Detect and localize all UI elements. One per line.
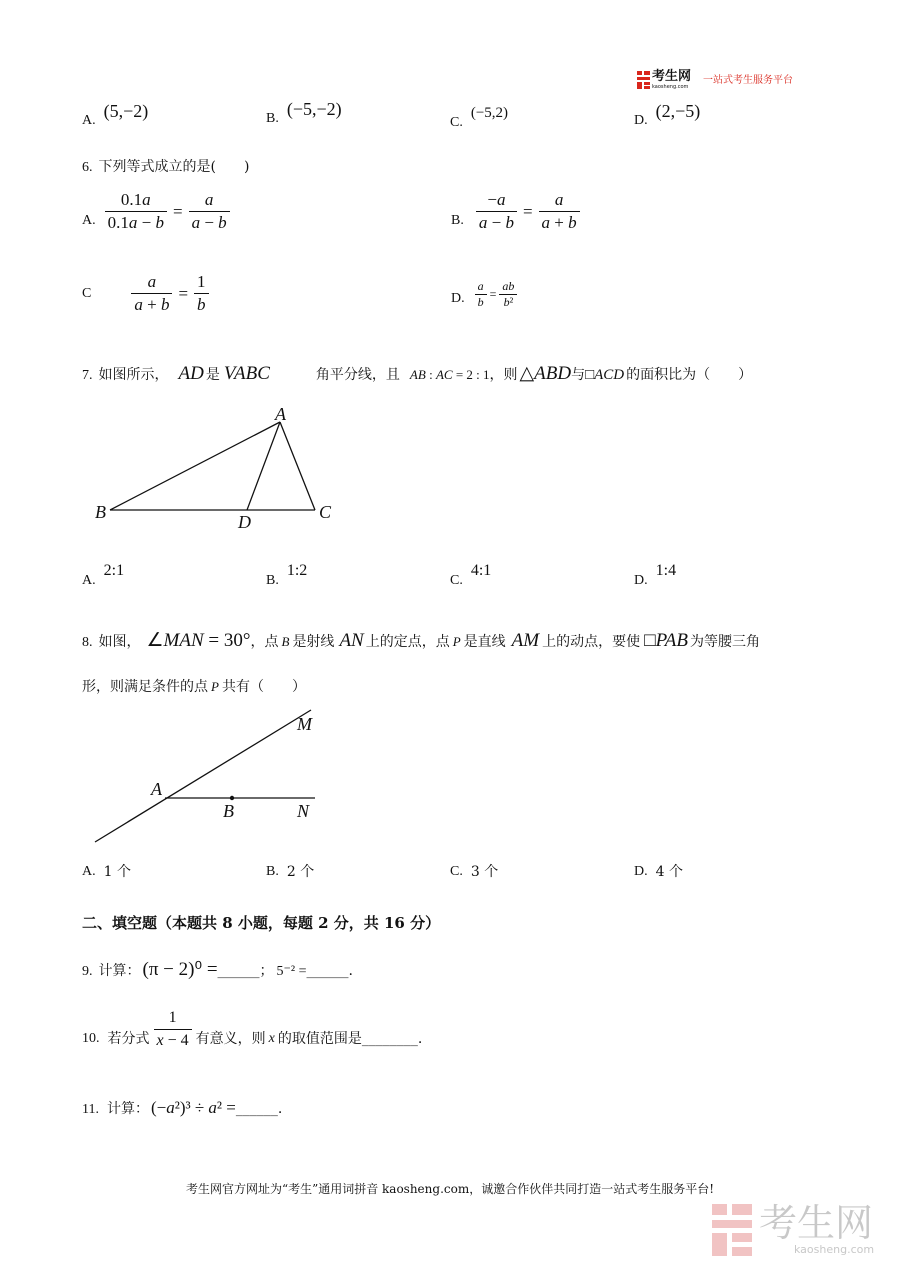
option-value: 1:4: [655, 562, 677, 579]
q5-option-b: [266, 99, 342, 127]
question-number: 7.: [82, 368, 93, 383]
fraction-numerator: a: [539, 190, 580, 212]
math-expression: (−a²)³ ÷ a² =: [150, 1098, 236, 1117]
math-expression: □ACD: [585, 367, 625, 383]
question-number: 11.: [82, 1102, 99, 1117]
fraction: [194, 272, 209, 315]
vertex-label-a: A: [275, 404, 286, 424]
point-label-n: N: [297, 801, 310, 821]
segment-ad: [247, 422, 280, 510]
equals-sign: =: [172, 201, 183, 221]
math-expression: P: [211, 679, 219, 694]
q8-option-a: [82, 864, 131, 880]
equals-sign: =: [489, 287, 497, 301]
q7-option-a: [82, 561, 124, 589]
fraction-numerator: a: [475, 280, 487, 295]
option-label: C.: [450, 864, 463, 879]
fraction-denominator: 0.1a − b: [107, 213, 164, 232]
question-text: 如图所示，: [98, 367, 169, 383]
question-text: 上的动点，要使: [542, 634, 641, 650]
fraction-numerator: −a: [476, 190, 517, 212]
option-label: D.: [634, 864, 648, 879]
point-label-m: M: [297, 714, 312, 734]
option-value: (2,−5): [655, 101, 701, 121]
question-text: 计算：: [98, 963, 141, 979]
logo-domain: kaosheng.com: [652, 84, 689, 90]
q6-option-d: [451, 280, 517, 309]
q6-option-a: [82, 190, 230, 233]
question-text: 有意义，则: [195, 1030, 266, 1047]
math-expression: △ABD: [519, 363, 572, 384]
page-footer: 考生网官方网址为“考生”通用词拼音 kaosheng.com，诚邀合作伙伴共同打造一站式考生服务平台!: [185, 1182, 715, 1196]
fraction: [154, 1008, 192, 1051]
math-expression: B: [281, 634, 290, 649]
fraction: [131, 272, 172, 315]
question-text: 计算：: [106, 1101, 149, 1117]
section-title: 二、填空题（本题共 8 小题，每题 2 分，共 16 分）: [82, 914, 441, 932]
option-value: (−5,−2): [286, 99, 342, 119]
point-label-b: B: [223, 801, 234, 821]
point-label-d: D: [238, 512, 251, 532]
q8-stem-line1: [82, 629, 760, 652]
fraction: [189, 190, 230, 233]
option-value: (5,−2): [103, 101, 149, 121]
question-text: 为等腰三角: [689, 634, 760, 650]
question-number: 10.: [82, 1030, 100, 1046]
option-label: C.: [450, 573, 463, 588]
question-text: 的面积比为（ ）: [626, 367, 753, 383]
question-text: ，则: [489, 367, 518, 383]
math-expression: AM: [511, 630, 540, 651]
option-value: 4 个: [655, 864, 683, 880]
fraction-numerator: ab: [499, 280, 517, 295]
option-label: D.: [451, 290, 465, 306]
fraction-numerator: 0.1a: [105, 190, 167, 212]
math-expression: P: [452, 634, 461, 649]
question-text: 是: [205, 367, 220, 383]
fraction: [539, 190, 580, 233]
answer-blank: ______.: [235, 1101, 283, 1117]
fraction-numerator: 1: [194, 272, 209, 294]
q8-option-c: [450, 864, 498, 880]
fraction: [499, 280, 517, 309]
answer-blank: ______；: [217, 963, 274, 979]
question-text: 是直线: [463, 634, 506, 650]
q9: [82, 958, 353, 981]
question-text: 共有（ ）: [221, 679, 306, 695]
equals-sign: =: [522, 201, 533, 221]
watermark-icon: [712, 1204, 752, 1256]
watermark-text: 考生网: [759, 1201, 874, 1245]
math-expression: AD: [178, 363, 204, 384]
option-label: B.: [266, 111, 279, 126]
math-expression: ∠MAN = 30°: [146, 630, 251, 651]
option-value: 1 个: [103, 864, 131, 880]
question-text: 与: [571, 367, 586, 383]
fraction-denominator: a + b: [134, 295, 170, 314]
option-value: (−5,2): [470, 105, 509, 121]
q5-option-c: [450, 103, 508, 131]
fraction-denominator: b²: [503, 295, 514, 309]
question-number: 8.: [82, 635, 93, 650]
q7-option-b: [266, 561, 307, 589]
option-label: A.: [82, 212, 96, 228]
math-expression: 5⁻² =: [276, 964, 307, 979]
question-text: 形，则满足条件的点: [82, 679, 208, 695]
equals-sign: =: [178, 283, 189, 303]
segment-ab: [110, 422, 280, 510]
question-text: 若分式: [107, 1030, 150, 1047]
point-label-a: A: [151, 779, 162, 799]
q6-stem: [82, 158, 249, 176]
math-expression: (π − 2)⁰ =: [142, 959, 218, 980]
question-number: 9.: [82, 964, 93, 979]
question-text: 的取值范围是________.: [277, 1030, 423, 1047]
q6-option-c: [82, 272, 209, 315]
fraction-denominator: a − b: [191, 213, 227, 232]
q5-option-a: [82, 101, 148, 129]
math-expression: VABC: [223, 363, 270, 384]
question-text: ，点: [250, 634, 279, 650]
q7-option-c: [450, 561, 491, 589]
option-value: 2 个: [286, 864, 315, 880]
question-text: 上的定点，点: [365, 634, 450, 650]
fraction-denominator: x − 4: [156, 1032, 189, 1049]
q6-option-b: [451, 190, 580, 233]
fraction: [476, 190, 517, 233]
option-label: D.: [634, 113, 648, 128]
option-label: A.: [82, 113, 96, 128]
vertex-label-c: C: [319, 502, 332, 522]
question-text: 下列等式成立的是( ): [98, 159, 250, 175]
logo-icon: [637, 71, 650, 89]
q7-stem: [82, 362, 752, 385]
fraction-denominator: b: [477, 295, 484, 309]
fraction-denominator: a + b: [541, 213, 577, 232]
watermark-logo: [712, 1202, 882, 1260]
question-number: 6.: [82, 160, 93, 175]
question-text: 如图，: [98, 634, 141, 650]
q7-triangle-figure: [90, 400, 340, 530]
q8-option-d: [634, 864, 683, 880]
fraction-denominator: a − b: [478, 213, 514, 232]
option-label: A.: [82, 573, 96, 588]
watermark-domain: kaosheng.com: [794, 1243, 875, 1256]
option-value: 3 个: [470, 864, 499, 880]
q11: [82, 1098, 282, 1118]
math-expression: AN: [339, 630, 364, 651]
point-b-dot: [230, 796, 234, 800]
logo-text: 考生网: [652, 69, 692, 84]
segment-ac: [280, 422, 315, 510]
fraction-numerator: 1: [154, 1008, 192, 1030]
header-slogan: 一站式考生服务平台: [703, 75, 793, 86]
option-value: 4:1: [470, 562, 492, 579]
option-value: 1:2: [286, 562, 308, 579]
q8-stem-line2: [82, 678, 306, 696]
q8-angle-figure: [90, 700, 325, 850]
option-value: 2:1: [103, 562, 125, 579]
option-label: D.: [634, 573, 648, 588]
q8-option-b: [266, 864, 314, 880]
fraction: [475, 280, 487, 309]
vertex-label-b: B: [95, 502, 106, 522]
q7-option-d: [634, 561, 676, 589]
ray-am: [95, 710, 311, 842]
option-label: A.: [82, 864, 96, 879]
fraction-numerator: a: [189, 190, 230, 212]
option-label: B.: [451, 212, 464, 228]
option-label: B.: [266, 573, 279, 588]
option-label: C.: [450, 115, 463, 130]
option-label: B.: [266, 864, 279, 879]
math-expression: □PAB: [644, 630, 688, 651]
fraction: [105, 190, 167, 233]
fraction-denominator: b: [197, 295, 206, 314]
math-expression: x: [268, 1030, 275, 1046]
header-logo: [637, 70, 807, 94]
answer-blank: ______.: [306, 963, 353, 979]
option-label: C: [82, 285, 92, 301]
q10: [82, 1008, 422, 1051]
math-expression: AB : AC = 2 : 1: [409, 367, 490, 382]
question-text: 是射线: [292, 634, 335, 650]
question-text: 角平分线，且: [315, 367, 400, 383]
fraction-numerator: a: [131, 272, 172, 294]
q5-option-d: [634, 101, 700, 129]
